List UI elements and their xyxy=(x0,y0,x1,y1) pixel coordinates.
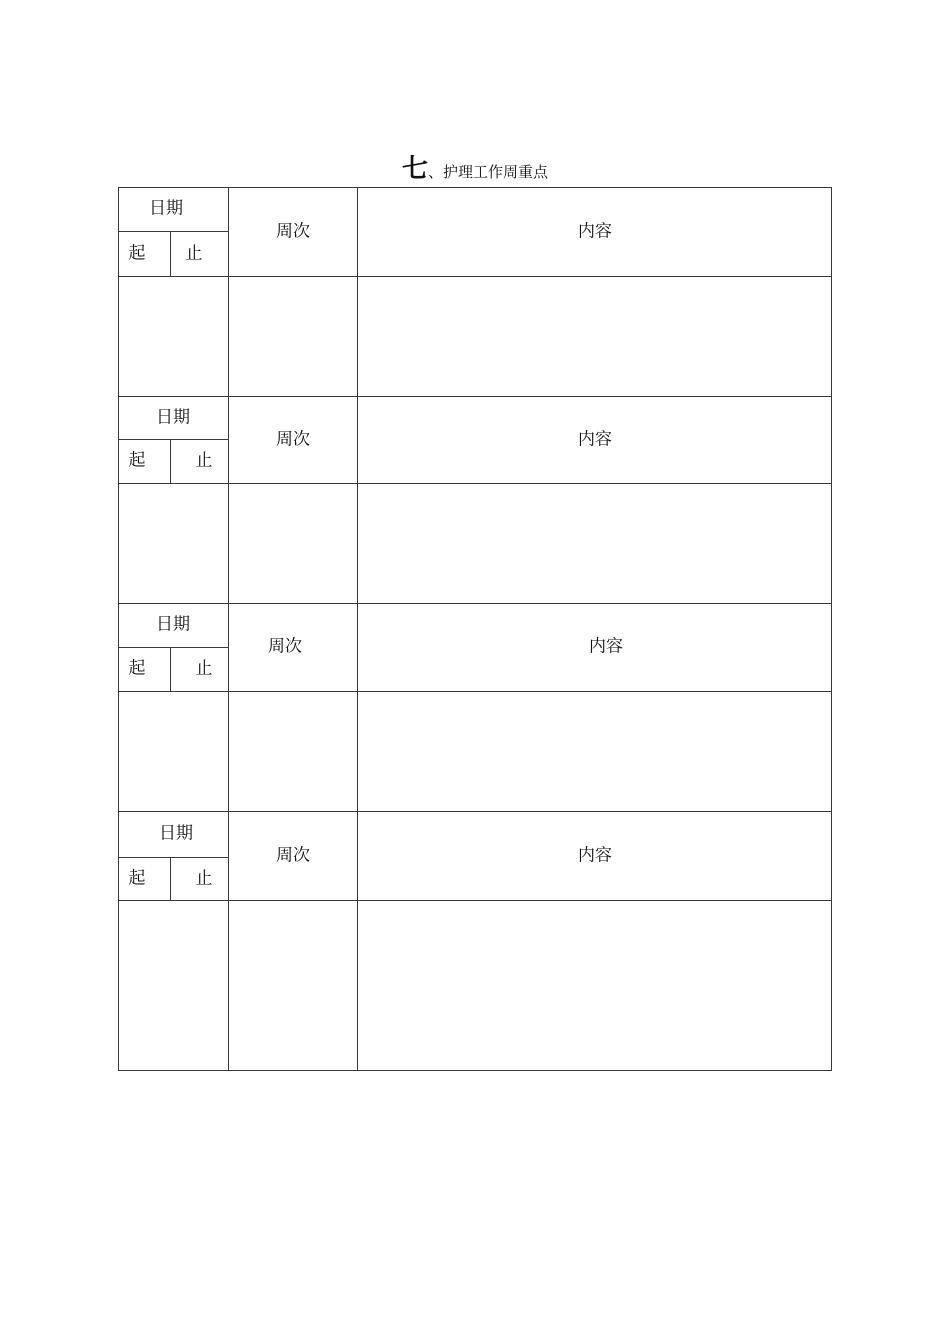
end-date-header: 止 xyxy=(185,243,203,263)
date-subheader-line xyxy=(118,231,229,232)
start-date-header: 起 xyxy=(128,450,146,471)
start-end-divider xyxy=(170,857,171,901)
weekly-focus-table xyxy=(118,187,832,1071)
section-header-top-line xyxy=(118,811,832,812)
week-entry-cell[interactable] xyxy=(229,277,357,396)
section-title: 、护理工作周重点 xyxy=(428,163,549,181)
section-header-top-line xyxy=(118,396,832,397)
start-date-header: 起 xyxy=(128,868,146,888)
table-border-right xyxy=(831,187,832,1071)
end-date-header: 止 xyxy=(195,868,213,888)
week-header: 周次 xyxy=(276,221,310,241)
date-header: 日期 xyxy=(156,407,190,427)
start-end-divider xyxy=(170,647,171,692)
start-date-header: 起 xyxy=(128,658,146,679)
content-entry-cell[interactable] xyxy=(358,484,831,603)
section-header-top-line xyxy=(118,603,832,604)
start-end-divider xyxy=(170,231,171,277)
content-header: 内容 xyxy=(578,845,612,865)
week-entry-cell[interactable] xyxy=(229,901,357,1070)
date-entry-cell[interactable] xyxy=(119,484,228,603)
start-date-header: 起 xyxy=(128,243,146,263)
table-border-bottom xyxy=(118,1070,832,1071)
end-date-header: 止 xyxy=(195,658,213,679)
section-header-top-line xyxy=(118,187,832,188)
date-subheader-line xyxy=(118,857,229,858)
start-end-divider xyxy=(170,439,171,484)
date-entry-cell[interactable] xyxy=(119,901,228,1070)
end-date-header: 止 xyxy=(195,450,213,471)
week-entry-cell[interactable] xyxy=(229,692,357,811)
week-header: 周次 xyxy=(268,636,302,657)
content-entry-cell[interactable] xyxy=(358,901,831,1070)
week-entry-cell[interactable] xyxy=(229,484,357,603)
date-subheader-line xyxy=(118,439,229,440)
date-entry-cell[interactable] xyxy=(119,692,228,811)
date-entry-cell[interactable] xyxy=(119,277,228,396)
content-entry-cell[interactable] xyxy=(358,277,831,396)
content-header: 内容 xyxy=(589,636,623,657)
week-header: 周次 xyxy=(276,845,310,865)
content-entry-cell[interactable] xyxy=(358,692,831,811)
date-header: 日期 xyxy=(149,198,183,219)
week-header: 周次 xyxy=(276,429,310,449)
date-subheader-line xyxy=(118,647,229,648)
content-header: 内容 xyxy=(578,221,612,241)
content-header: 内容 xyxy=(578,429,612,449)
section-number: 七 xyxy=(401,154,428,184)
page-title xyxy=(0,148,950,185)
date-header: 日期 xyxy=(159,823,193,844)
date-header: 日期 xyxy=(156,614,190,635)
